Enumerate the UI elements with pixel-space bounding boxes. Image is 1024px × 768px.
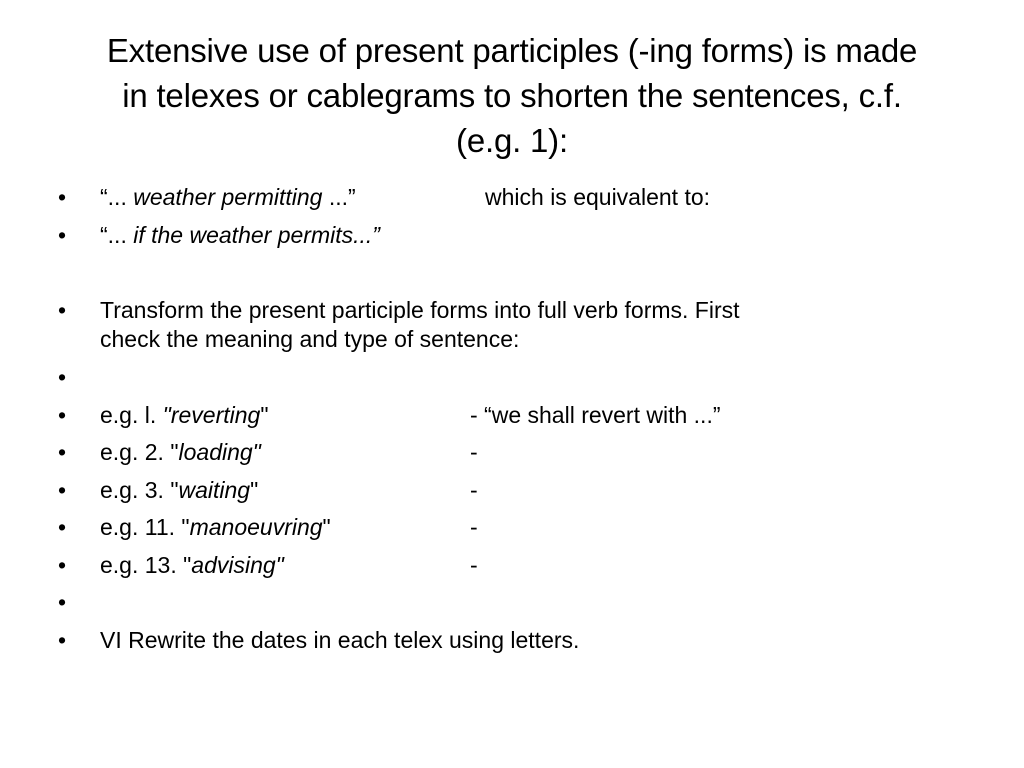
bullet-text-line-1: Transform the present participle forms into full verb forms. First — [100, 297, 740, 323]
title-line-2: in telexes or cablegrams to shorten the sentences, c.f. — [122, 77, 902, 114]
bullet-marker: • — [58, 439, 67, 465]
bullet-marker: • — [58, 222, 67, 248]
bullet-marker: • — [58, 589, 67, 615]
example-suffix: " — [260, 402, 269, 428]
italic-phrase: weather permitting — [133, 184, 323, 210]
quote-open: “... — [100, 184, 134, 210]
bullet-text — [100, 182, 356, 212]
example-answer: - — [470, 552, 478, 578]
example-word: "reverting — [162, 402, 261, 428]
example-prefix: e.g. 11. " — [100, 514, 190, 540]
example-answer: - “we shall revert with ...” — [470, 402, 721, 428]
bullet-marker: • — [58, 552, 67, 578]
bullet-text — [100, 550, 284, 580]
bullet-text-line-2: check the meaning and type of sentence: — [100, 326, 520, 352]
example-prefix: e.g. 2. " — [100, 439, 179, 465]
title-line-3: (e.g. 1): — [456, 122, 568, 159]
bullet-right-text: which is equivalent to: — [485, 184, 711, 210]
bullet-marker: • — [58, 477, 67, 503]
example-answer: - — [470, 477, 478, 503]
bullet-marker: • — [58, 184, 67, 210]
example-word: waiting — [178, 477, 251, 503]
example-prefix: e.g. l. — [100, 402, 163, 428]
quote-open: “... — [100, 222, 134, 248]
bullet-marker: • — [58, 364, 67, 390]
bullet-marker: • — [58, 514, 67, 540]
example-word: advising" — [191, 552, 284, 578]
quote-close: ...” — [322, 184, 356, 210]
bullet-text — [100, 512, 331, 542]
bullet-marker: • — [58, 402, 67, 428]
bullet-marker: • — [58, 297, 67, 323]
bullet-marker: • — [58, 627, 67, 653]
example-word: manoeuvring — [189, 514, 323, 540]
bullet-text — [100, 475, 258, 505]
bullet-text — [100, 400, 268, 430]
italic-phrase: if the weather permits...” — [133, 222, 380, 248]
example-answer: - — [470, 514, 478, 540]
bullet-text: VI Rewrite the dates in each telex using letters. — [100, 627, 580, 653]
bullet-text — [100, 437, 261, 467]
example-prefix: e.g. 3. " — [100, 477, 179, 503]
example-prefix: e.g. 13. " — [100, 552, 192, 578]
title-line-1: Extensive use of present participles (-ing forms) is made — [106, 32, 918, 69]
example-suffix: " — [322, 514, 331, 540]
example-answer: - — [470, 439, 478, 465]
bullet-text — [100, 220, 380, 250]
example-suffix: " — [250, 477, 259, 503]
example-word: loading" — [178, 439, 261, 465]
